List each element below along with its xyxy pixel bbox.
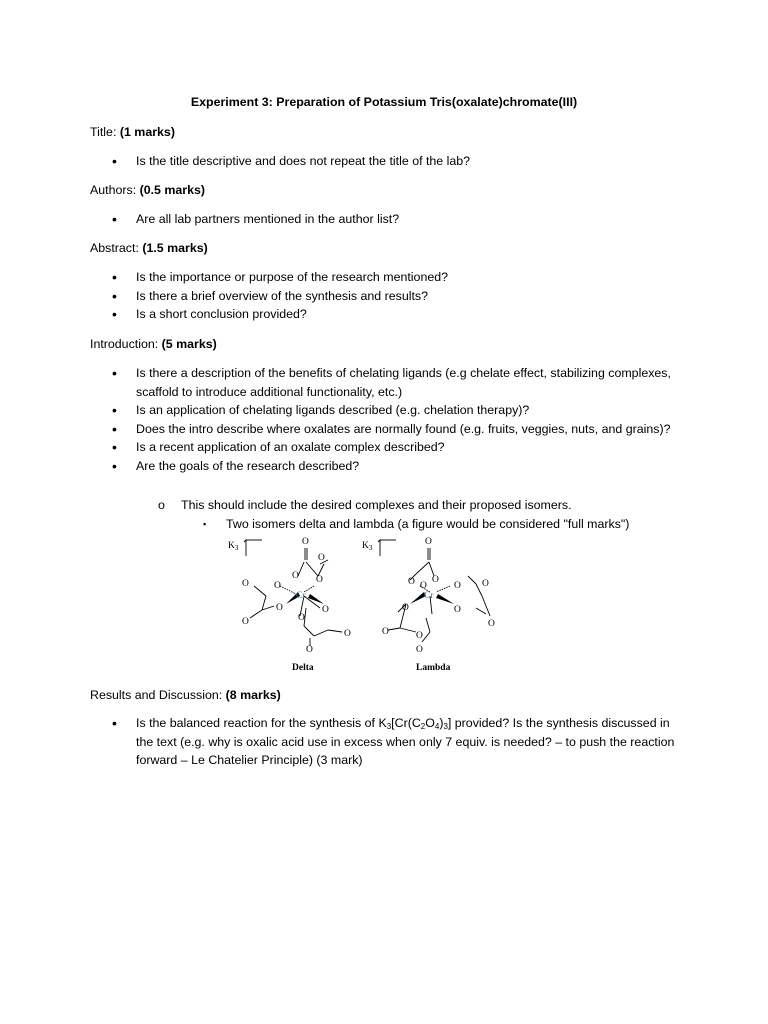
svg-text:O: O	[454, 605, 461, 615]
list-item: • Is the importance or purpose of the research mentioned?	[112, 269, 449, 285]
svg-text:K3: $K_3$	[228, 541, 239, 552]
section-authors-heading: Authors: (0.5 marks)	[90, 183, 206, 197]
results-criteria-list	[0, 714, 768, 770]
svg-text:O: O	[344, 629, 351, 639]
svg-text:Lambda: Lambda	[416, 663, 451, 673]
svg-text:O: O	[298, 613, 305, 623]
svg-text:O: O	[402, 603, 409, 613]
svg-text:O: O	[408, 577, 415, 587]
title-criteria-list	[0, 152, 768, 171]
svg-text:O: O	[416, 631, 423, 641]
svg-text:O: O	[454, 581, 461, 591]
list-item: • Is the title descriptive and does not repeat the title of the lab?	[112, 153, 471, 169]
svg-text:Cr: Cr	[424, 591, 434, 601]
abstract-criteria-list	[0, 268, 768, 324]
section-introduction-heading: Introduction: (5 marks)	[90, 337, 217, 351]
list-item: • Is the balanced reaction for the synthesis of $K_3[Cr(C_2O_4)_3]$ provided? Is the synthesis discussed in the text (e.g. why is oxalic acid use in excess when only 7 equiv. is needed? – to push the reaction forward – Le Chatelier Principle) (3 mark)	[112, 715, 675, 768]
isomer-structures-figure	[220, 534, 510, 678]
svg-text:O: O	[420, 581, 427, 591]
svg-text:O: O	[292, 571, 299, 581]
svg-text:Cr: Cr	[296, 591, 306, 601]
svg-text:O: O	[306, 645, 313, 655]
svg-text:O: O	[318, 553, 325, 563]
svg-text:O: O	[322, 605, 329, 615]
list-item: • Is there a brief overview of the synthesis and results?	[112, 287, 429, 304]
svg-text:O: O	[302, 537, 309, 547]
svg-text:O: O	[242, 579, 249, 589]
section-abstract-heading: Abstract: (1.5 marks)	[90, 241, 208, 255]
svg-text:O: O	[425, 537, 432, 547]
svg-text:O: O	[488, 619, 495, 629]
list-item: • Is a recent application of an oxalate complex described?	[112, 439, 445, 456]
list-item: • Does the intro describe where oxalates are normally found (e.g. fruits, veggies, nuts, and grains)?	[112, 420, 671, 437]
list-item: • Are all lab partners mentioned in the author list?	[112, 211, 400, 227]
svg-text:O: O	[274, 581, 281, 591]
svg-text:O: O	[382, 627, 389, 637]
svg-text:O: O	[432, 575, 439, 585]
list-item: • Are the goals of the research described?	[112, 457, 360, 474]
svg-text:O: O	[316, 575, 323, 585]
document-page: Experiment 3: Preparation of Potassium Tris(oxalate)chromate(III) Title: (1 marks) • Is the title descriptive and does not repeat the title of the lab? Authors: (0.5 marks) • Are all lab partners mentioned in the author list? Abstract: (1.5 marks) • Is the importance or purpose of the research mentioned? • Is there a brief overview of the synthesis and results? • Is a short conclusion provided? Introduction: (5 marks) • Is there a description of the benefits of chelating ligands (e.g chelate effect, stabilizing complexes, scaffold to introduce additional functionality, etc.) • Is an application of chelating ligands described (e.g. chelation therapy)? • Does the intro describe where oxalates are normally found (e.g. fruits, veggies, nuts, and grains)? • Is a recent application of an oxalate complex described? • Are the goals of the research described? o This should include the desired complexes and their proposed isomers. ▪ Two isomers delta and lambda (a figure would be considered "full marks") $K_3$ O O O O O O O O O O O O Cr Delta $K_3$ O O O O O O O O O O O O Cr Lambda Results and Discussion: (8 marks) • Is the balanced reaction for the synthesis of $K_3[Cr(C_2O_4)_3]$ provided? Is the synthesis discussed in the text (e.g. why is oxalic acid use in excess when only 7 equiv. is needed? – to push the reaction forward – Le Chatelier Principle) (3 mark)	[0, 0, 768, 1024]
svg-text:O: O	[482, 579, 489, 589]
svg-text:O: O	[242, 617, 249, 627]
svg-text:O: O	[276, 603, 283, 613]
svg-text:O: O	[416, 645, 423, 655]
svg-text:Delta: Delta	[292, 663, 314, 673]
list-item: • Is there a description of the benefits of chelating ligands (e.g chelate effect, stabilizing complexes, scaffold to introduce additional functionality, etc.)	[112, 365, 671, 399]
list-item: • Is an application of chelating ligands described (e.g. chelation therapy)?	[112, 402, 530, 419]
section-results-heading: Results and Discussion: (8 marks)	[90, 688, 281, 702]
introduction-criteria-list	[0, 364, 768, 476]
svg-text:K3: $K_3$	[362, 541, 373, 552]
list-item: • Is a short conclusion provided?	[112, 306, 307, 323]
section-title-heading: Title: (1 marks)	[90, 125, 175, 139]
document-title: Experiment 3: Preparation of Potassium Tris(oxalate)chromate(III)	[190, 95, 578, 109]
authors-criteria-list	[0, 210, 768, 229]
